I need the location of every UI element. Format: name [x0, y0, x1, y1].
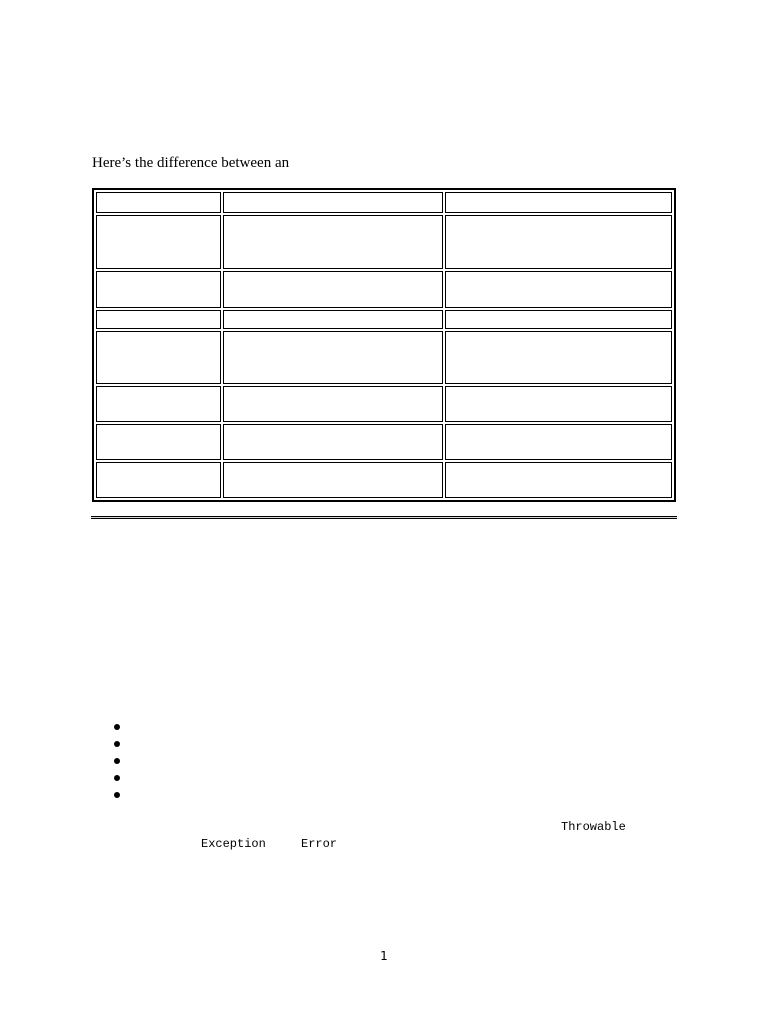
- bullet-icon: [114, 741, 120, 747]
- table-cell: [223, 462, 443, 498]
- table-row: [96, 424, 672, 460]
- comparison-table: [92, 188, 676, 502]
- table-row: [96, 215, 672, 269]
- bullet-icon: [114, 758, 120, 764]
- page-number: 1: [380, 949, 388, 963]
- table-cell: [445, 215, 672, 269]
- table-cell: [96, 271, 221, 308]
- bullet-icon: [114, 792, 120, 798]
- code-word-error: Error: [301, 837, 338, 851]
- table-cell: [96, 462, 221, 498]
- table-cell: [445, 386, 672, 422]
- table-row: [96, 386, 672, 422]
- table-cell: [445, 192, 672, 213]
- table-cell: [223, 192, 443, 213]
- table-cell: [96, 424, 221, 460]
- code-word-throwable: Throwable: [561, 820, 626, 834]
- table-cell: [445, 331, 672, 384]
- table-row: [96, 192, 672, 213]
- table-cell: [96, 331, 221, 384]
- table-cell: [445, 310, 672, 329]
- table-cell: [445, 271, 672, 308]
- table-row: [96, 462, 672, 498]
- table-cell: [445, 462, 672, 498]
- bullet-icon: [114, 724, 120, 730]
- table-cell: [223, 424, 443, 460]
- table-cell: [96, 310, 221, 329]
- table-row: [96, 331, 672, 384]
- table-cell: [223, 331, 443, 384]
- table-cell: [96, 215, 221, 269]
- table-cell: [223, 215, 443, 269]
- horizontal-rule: [91, 516, 677, 519]
- bullet-icon: [114, 775, 120, 781]
- table-cell: [96, 192, 221, 213]
- table-row: [96, 310, 672, 329]
- table-row: [96, 271, 672, 308]
- table-cell: [223, 386, 443, 422]
- table-cell: [445, 424, 672, 460]
- table-cell: [223, 310, 443, 329]
- table-cell: [96, 386, 221, 422]
- code-word-exception: Exception: [201, 837, 266, 851]
- table-cell: [223, 271, 443, 308]
- intro-paragraph: Here’s the difference between an: [92, 155, 290, 171]
